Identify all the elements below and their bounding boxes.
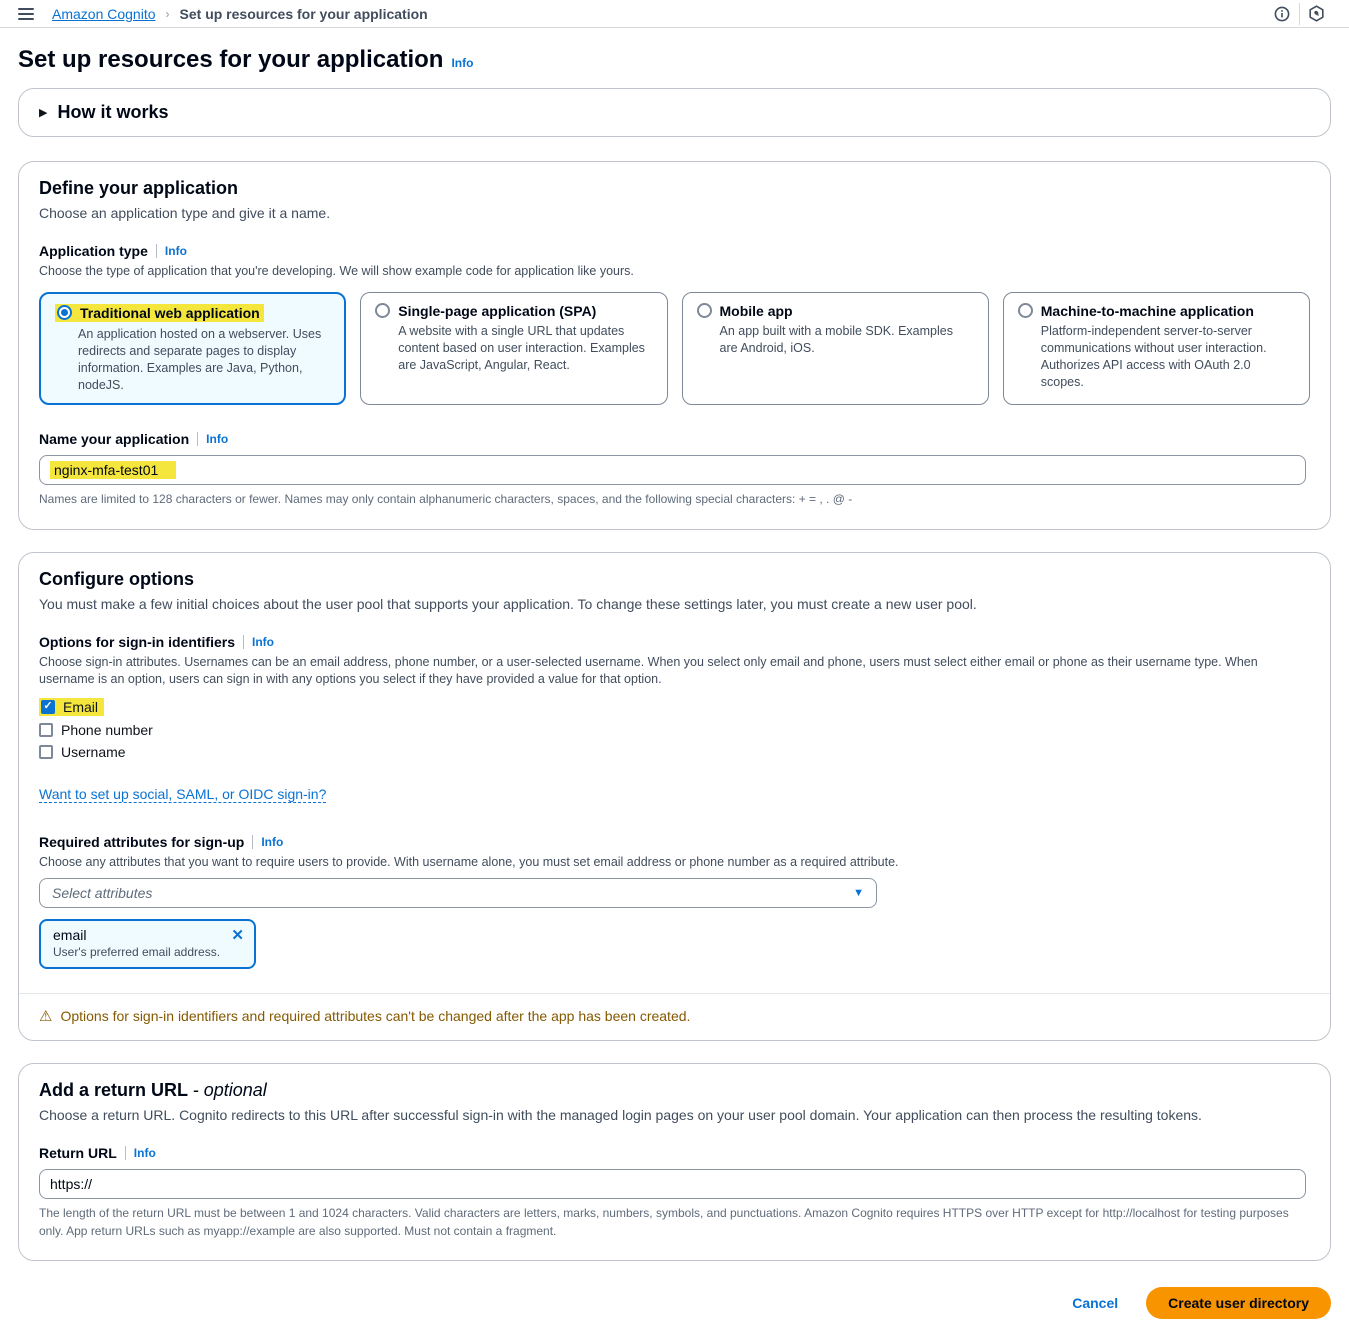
checkbox-label: Phone number [61, 721, 153, 738]
checkbox-label: Username [61, 743, 126, 760]
checkbox-label: Email [63, 698, 99, 715]
checkbox-row-phone-number[interactable] [39, 722, 153, 738]
attributes-select-placeholder: Select attributes [52, 885, 153, 902]
return-url-title-suffix: - optional [192, 1080, 267, 1101]
email-checkbox[interactable]: ✓ [41, 700, 55, 714]
name-your-application-info-link[interactable]: Info [206, 432, 229, 447]
return-url-value: https:// [50, 1176, 93, 1193]
configure-options-warning [19, 993, 1330, 1040]
tile-machine-to-machine-application[interactable] [1003, 292, 1310, 406]
attributes-select[interactable] [39, 878, 877, 908]
how-it-works-expander[interactable] [18, 88, 1331, 137]
tile-title: Single-page application (SPA) [398, 302, 597, 319]
email-attribute-token [39, 919, 256, 969]
radio-mobile-app[interactable] [697, 303, 712, 318]
sign-in-identifiers-label: Options for sign-in identifiers [39, 633, 235, 650]
tile-description: A website with a single URL that updates content based on user interaction. Examples are JavaScript, Angular, React. [398, 323, 645, 372]
sign-in-identifier-checkboxes [39, 698, 1310, 760]
label-divider [197, 432, 198, 446]
tile-single-page-application[interactable] [360, 292, 667, 406]
name-your-application-label: Name your application [39, 431, 190, 448]
return-url-title [39, 1080, 1310, 1101]
breadcrumb-current: Set up resources for your application [179, 5, 428, 22]
breadcrumb-root-link[interactable]: Amazon Cognito [52, 5, 156, 22]
application-type-label: Application type [39, 243, 148, 259]
application-name-constraint: Names are limited to 128 characters or fewer. Names may only contain alphanumeric characters, spaces, and the following special characters: + = , . @ - [39, 492, 853, 507]
radio-traditional-web-application[interactable] [57, 305, 72, 320]
tile-description: An app built with a mobile SDK. Examples are Android, iOS. [719, 323, 953, 355]
label-divider [243, 635, 244, 649]
create-user-directory-button[interactable]: Create user directory [1146, 1287, 1331, 1319]
sign-in-identifiers-info-link[interactable]: Info [252, 634, 274, 649]
configure-options-subtitle: You must make a few initial choices about the user pool that supports your application. To change these settings later, you must create a new user pool. [39, 595, 977, 612]
required-attributes-description: Choose any attributes that you want to require users to provide. With username alone, you must set email address or phone number as a required attribute. [39, 854, 899, 869]
tile-traditional-web-application[interactable] [39, 292, 346, 406]
tile-description: An application hosted on a webserver. Uses redirects and separate pages to display information. Examples are Java, Python, nodeJS. [78, 326, 322, 392]
token-label: email [53, 927, 87, 944]
return-url-subtitle: Choose a return URL. Cognito redirects to this URL after successful sign-in with the managed login pages on your user pool domain. Your application can then process the resulting tokens. [39, 1107, 1202, 1124]
define-application-title: Define your application [39, 178, 239, 198]
label-divider [252, 835, 253, 849]
label-divider [156, 244, 157, 258]
tile-title: Machine-to-machine application [1040, 302, 1254, 319]
return-url-card [18, 1063, 1331, 1261]
chevron-down-icon: ▼ [853, 887, 864, 900]
how-it-works-title: How it works [57, 102, 169, 122]
info-icon[interactable] [1265, 3, 1299, 25]
breadcrumb-separator-icon: › [165, 6, 170, 21]
sign-in-identifiers-description: Choose sign-in attributes. Usernames can be an email address, phone number, or a user-selected username. When you select only email and phone, users must select either email or phone as their username type. When username is an option, users can sign in with any options you select if they have provided a value for that option. [39, 654, 1258, 686]
label-divider [125, 1146, 126, 1160]
application-name-input[interactable] [39, 455, 1306, 485]
return-url-info-link[interactable]: Info [133, 1146, 156, 1161]
breadcrumb-bar [0, 0, 1349, 28]
configure-options-card [18, 552, 1331, 1042]
required-attributes-info-link[interactable]: Info [261, 834, 284, 849]
application-name-value: nginx-mfa-test01 [50, 461, 176, 479]
close-icon[interactable]: ✕ [231, 926, 244, 944]
page-info-link[interactable]: Info [451, 56, 474, 70]
tile-title: Traditional web application [80, 304, 260, 321]
return-url-input[interactable] [39, 1169, 1306, 1199]
return-url-label: Return URL [39, 1145, 117, 1162]
tile-description: Platform-independent server-to-server communications without user interaction. Authorizes API access with OAuth 2.0 scopes. [1040, 323, 1267, 389]
form-actions [18, 1287, 1331, 1319]
warning-icon: ⚠ [39, 1007, 53, 1025]
checkbox-row-username[interactable] [39, 744, 126, 760]
cloudshell-icon[interactable] [1299, 3, 1333, 25]
radio-single-page-application[interactable] [375, 303, 390, 318]
social-saml-oidc-link[interactable]: Want to set up social, SAML, or OIDC sign-in? [39, 785, 327, 802]
define-application-card [18, 161, 1331, 530]
username-checkbox[interactable] [39, 745, 53, 759]
define-application-subtitle: Choose an application type and give it a name. [39, 205, 331, 221]
expand-caret-icon: ▶ [39, 107, 48, 119]
checkbox-row-email[interactable] [39, 698, 104, 716]
application-type-info-link[interactable]: Info [164, 244, 187, 258]
return-url-title-text: Add a return URL [39, 1080, 188, 1101]
return-url-constraint: The length of the return URL must be between 1 and 1024 characters. Valid characters are letters, marks, numbers, symbols, and punctuations. Amazon Cognito requires HTTPS over HTTP except for http://localhost for testing purposes only. App return URLs such as myapp://example are also supported. Must not contain a fragment. [39, 1206, 1289, 1238]
tile-title: Mobile app [719, 302, 793, 319]
token-description: User's preferred email address. [53, 945, 221, 960]
menu-icon[interactable] [16, 4, 36, 24]
phone-number-checkbox[interactable] [39, 723, 53, 737]
page-header [0, 28, 1349, 88]
radio-machine-to-machine-application[interactable] [1018, 303, 1033, 318]
tile-mobile-app[interactable] [682, 292, 989, 406]
application-type-description: Choose the type of application that you're developing. We will show example code for application like yours. [39, 264, 634, 278]
cancel-button[interactable]: Cancel [1072, 1295, 1119, 1312]
configure-options-title: Configure options [39, 568, 194, 589]
application-type-tiles [39, 292, 1310, 406]
page-title: Set up resources for your application [18, 46, 444, 73]
warning-text: Options for sign-in identifiers and required attributes can't be changed after the app has been created. [60, 1008, 691, 1025]
required-attributes-label: Required attributes for sign-up [39, 833, 245, 850]
